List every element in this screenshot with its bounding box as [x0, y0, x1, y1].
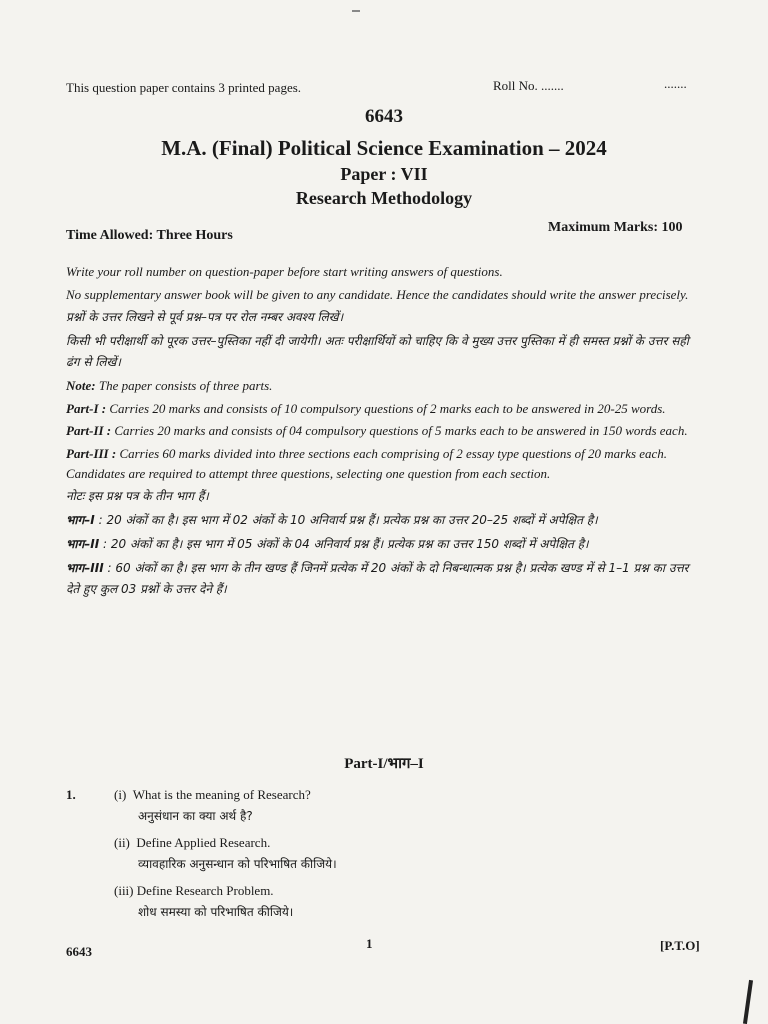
- part1-desc: [66, 399, 696, 419]
- question-item-text: [114, 832, 270, 853]
- part2-label: Part-II :: [66, 423, 112, 439]
- question-en: Define Applied Research.: [136, 835, 271, 850]
- part1-text: Carries 20 marks and consists of 10 compulsory questions of 2 marks each to be answered in 20-25 words.: [106, 400, 666, 416]
- instruction-supplementary-en: No supplementary answer book will be given to any candidate. Hence the candidates should write the answer precisely.: [66, 286, 689, 302]
- instruction-supplementary-hi: किसी भी परीक्षार्थी को पूरक उत्तर–पुस्तिका नहीं दी जायेगी। अतः परीक्षार्थियों को चाहिए कि वे मुख्य उत्तर पुस्तिका में ही समस्त प्रश्नों के उत्तर सही ढंग से लिखें।: [66, 334, 689, 370]
- exam-title: M.A. (Final) Political Science Examination – 2024: [161, 136, 607, 160]
- part2-desc: [66, 421, 696, 441]
- sub-number: (iii): [114, 883, 134, 898]
- page-number: 1: [366, 936, 373, 951]
- question-item-text: [114, 880, 274, 901]
- instruction-roll-en: Write your roll number on question-paper before start writing answers of questions.: [66, 264, 503, 279]
- question-number: 1.: [66, 787, 76, 802]
- note-text: The paper consists of three parts.: [95, 378, 273, 394]
- part3-desc: [66, 444, 696, 483]
- note-en: [66, 376, 696, 396]
- note-hi: नोटः इस प्रश्न पत्र के तीन भाग हैं।: [66, 489, 209, 504]
- question-hi: अनुसंधान का क्या अर्थ है?: [138, 809, 253, 823]
- part3-label: Part-III :: [66, 445, 117, 461]
- question-item: [66, 832, 696, 854]
- instruction-roll-hi: प्रश्नों के उत्तर लिखने से पूर्व प्रश्न–पत्र पर रोल नम्बर अवश्य लिखें।: [66, 310, 344, 325]
- subject-title: Research Methodology: [295, 188, 473, 208]
- note-label: Note:: [66, 378, 96, 394]
- time-allowed: Time Allowed: Three Hours: [66, 228, 233, 243]
- question-hi: व्यावहारिक अनुसन्धान को परिभाषित कीजिये।: [138, 857, 337, 871]
- paper-number: Paper : VII: [340, 164, 428, 184]
- part3-text-hi: : 60 अंकों का है। इस भाग के तीन खण्ड हैं जिनमें प्रत्येक में 20 अंकों के दो निबन्धात्मक प्रश्न है। प्रत्येक खण्ड में से 1–1 प्रश्न का उत्तर देते हुए कुल 03 प्रश्नों के उत्तर देने हैं।: [66, 561, 689, 597]
- roll-number-label: Roll No. .......: [493, 78, 564, 93]
- sub-number: (i): [114, 787, 127, 802]
- part2-label-hi: भाग–II: [66, 537, 100, 552]
- question-item-text: [114, 784, 311, 805]
- scan-edge-mark: [743, 980, 753, 1024]
- part3-desc-hi: [66, 558, 696, 600]
- paper-code: 6643: [365, 106, 403, 127]
- question-en: Define Research Problem.: [136, 883, 274, 898]
- roll-dots: .......: [664, 76, 687, 91]
- part1-heading: Part-I/भाग–I: [344, 756, 424, 772]
- footer-paper-code: 6643: [66, 944, 92, 959]
- part3-label-hi: भाग–III: [66, 561, 104, 576]
- scan-mark: [352, 10, 360, 12]
- question-hi: शोध समस्या को परिभाषित कीजिये।: [138, 905, 294, 919]
- question-item: [66, 880, 696, 902]
- part3-text: Carries 60 marks divided into three sections each comprising of 2 essay type questions of 20 marks each. Candidates are required to attempt three questions, selecting one question from each section.: [66, 445, 668, 481]
- page-count-note: This question paper contains 3 printed pages.: [66, 80, 302, 95]
- question-en: What is the meaning of Research?: [132, 787, 311, 802]
- part1-desc-hi: [66, 510, 696, 531]
- please-turn-over: [P.T.O]: [660, 938, 700, 953]
- part1-text-hi: : 20 अंकों का है। इस भाग में 02 अंकों के 10 अनिवार्य प्रश्न हैं। प्रत्येक प्रश्न का उत्तर 20–25 शब्दों में अपेक्षित है।: [94, 513, 598, 528]
- part2-text-hi: : 20 अंकों का है। इस भाग में 05 अंकों के 04 अनिवार्य प्रश्न हैं। प्रत्येक प्रश्न का उत्तर 150 शब्दों में अपेक्षित है।: [99, 537, 589, 552]
- part2-desc-hi: [66, 534, 696, 555]
- maximum-marks: Maximum Marks: 100: [548, 220, 683, 235]
- instructions: [66, 262, 696, 603]
- part1-label: Part-I :: [66, 400, 107, 416]
- sub-number: (ii): [114, 835, 130, 850]
- question-1: [66, 784, 696, 928]
- question-item: [66, 784, 696, 806]
- part2-text: Carries 20 marks and consists of 04 compulsory questions of 5 marks each to be answered in 150 words each.: [111, 423, 688, 439]
- part1-label-hi: भाग–I: [66, 513, 95, 528]
